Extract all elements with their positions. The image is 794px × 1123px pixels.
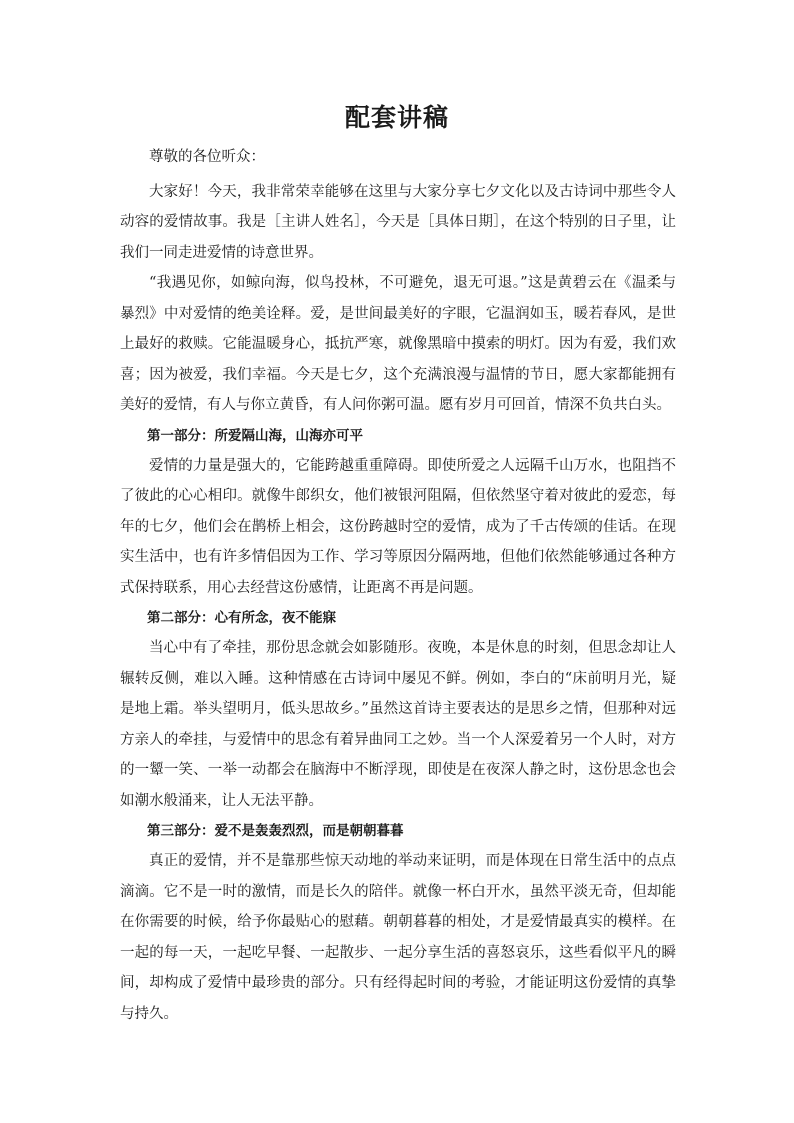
section-heading-part3: 第三部分：爱不是轰轰烈烈，而是朝朝暮暮 [147, 823, 404, 839]
section-body-part1: 爱情的力量是强大的，它能跨越重重障碍。即使所爱之人远隔千山万水，也阻挡不了彼此的心心相印。就像牛郎织女，他们被银河阻隔，但依然坚守着对彼此的爱恋，每年的七夕，他们会在鹊桥上相会，这份跨越时空的爱情，成为了千古传颂的佳话。在现实生活中，也有许多情侣因为工作、学习等原因分隔两地，但他们依然能够通过各种方式保持联系，用心去经营这份感情，让距离不再是问题。 [120, 457, 676, 596]
speech-body [120, 142, 676, 1029]
greeting-line: 尊敬的各位听众： [149, 149, 265, 165]
section-body-part2: 当心中有了牵挂，那份思念就会如影随形。夜晚，本是休息的时刻，但思念却让人辗转反侧，难以入睡。这种情感在古诗词中屡见不鲜。例如，李白的“床前明月光，疑是地上霜。举头望明月，低头思故乡。”虽然这首诗主要表达的是思乡之情，但那种对远方亲人的牵挂，与爱情中的思念有着异曲同工之妙。当一个人深爱着另一个人时，对方的一颦一笑、一举一动都会在脑海中不断浮现，即使是在夜深人静之时，这份思念也会如潮水般涌来，让人无法平静。 [120, 640, 676, 809]
section-heading-part1: 第一部分：所爱隔山海，山海亦可平 [147, 427, 363, 444]
section-heading-part2: 第二部分：心有所念，夜不能寐 [147, 610, 336, 626]
intro-paragraph: 大家好！今天，我非常荣幸能够在这里与大家分享七夕文化以及古诗词中那些令人动容的爱情故事。我是［主讲人姓名］，今天是［具体日期］，在这个特别的日子里，让我们一同走进爱情的诗意世界。 [120, 183, 676, 261]
page-title: 配套讲稿 [344, 103, 449, 132]
quote-paragraph: “我遇见你，如鲸向海，似鸟投林，不可避免，退无可退。”这是黄碧云在《温柔与暴烈》中对爱情的绝美诠释。爱，是世间最美好的字眼，它温润如玉，暖若春风，是世上最好的救赎。它能温暖身心，抵抗严寒，就像黑暗中摸索的明灯。因为有爱，我们欢喜；因为被爱，我们幸福。今天是七夕，这个充满浪漫与温情的节日，愿大家都能拥有美好的爱情，有人与你立黄昏，有人问你粥可温。愿有岁月可回首，情深不负共白头。 [120, 275, 676, 413]
section-body-part3: 真正的爱情，并不是靠那些惊天动地的举动来证明，而是体现在日常生活中的点点滴滴。它不是一时的激情，而是长久的陪伴。就像一杯白开水，虽然平淡无奇，但却能在你需要的时候，给予你最贴心的慰藉。朝朝暮暮的相处，才是爱情最真实的模样。在一起的每一天，一起吃早餐、一起散步、一起分享生活的喜怒哀乐，这些看似平凡的瞬间，却构成了爱情中最珍贵的部分。只有经得起时间的考验，才能证明这份爱情的真挚与持久。 [120, 853, 676, 1022]
